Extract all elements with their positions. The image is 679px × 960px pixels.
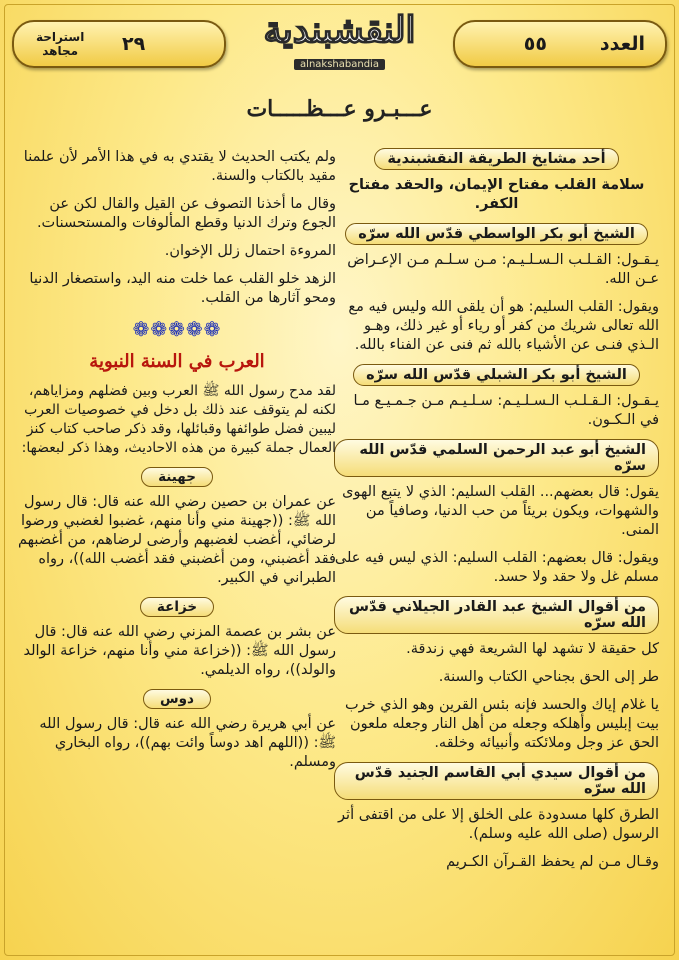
magazine-logo <box>232 8 447 72</box>
paragraph: ويقول: القلب السليم: هو أن يلقى الله وليس فيه مع الله تعالى شريك من كفر أو رياء أو غير ذلك، وهـو الـذي فنـى عن الأشياء بالله ثم فنى عن الفناء بالله. <box>348 299 659 353</box>
section-line-2: مجاهد <box>42 44 79 58</box>
tribe-heading-daws: دوس <box>143 689 211 709</box>
section-label <box>36 30 84 58</box>
paragraph: يـقـول: القـلـب الـسـلـيـم: مـن سـلـم مـن الإعـراض عـن الله. <box>347 252 659 287</box>
hadith-section-title: العرب في السنة النبوية <box>89 351 265 372</box>
tribe-text: عن عمران بن حصين رضي الله عنه قال: قال رسول الله ﷺ: ((جهينة مني وأنا منهم، غضبوا لغضبي ورضوا لرضائي، أغضب لغضبهم وأرضى لرضاهم، من أغضبهم فقد أغضبني، ومن أغضبني فقد أغضب الله))، رواه الطبراني في الكبير. <box>18 494 336 586</box>
section-heading-shibli: الشيخ أبو بكر الشبلي قدّس الله سرّه <box>353 364 640 386</box>
paragraph: ويقول: قال بعضهم: القلب السليم: الذي ليس فيه على مسلم غل ولا حقد ولا حسد. <box>334 550 659 585</box>
paragraph: وقال ما أخذنا التصوف عن القيل والقال لكن عن الجوع وترك الدنيا وقطع المألوفات والمستحسنات. <box>36 196 336 231</box>
tribe-heading-khuzaa: خزاعة <box>140 597 214 617</box>
ornament-divider: ❁❁❁❁❁ <box>132 317 222 341</box>
section-line-1: استراحة <box>36 30 85 44</box>
tribe-text: عن أبي هريرة رضي الله عنه قال: قال رسول الله ﷺ: ((اللهم اهد دوساً وائت بهم))، رواه البخاري ومسلم. <box>39 716 336 770</box>
paragraph: وقـال مـن لم يحفظ القـرآن الكـريم <box>446 854 659 870</box>
paragraph: كل حقيقة لا تشهد لها الشريعة فهي زندقة. <box>406 641 659 657</box>
section-heading-wasiti: الشيخ أبو بكر الواسطي قدّس الله سرّه <box>345 223 648 245</box>
tribe-text: عن بشر بن عصمة المزني رضي الله عنه قال: قال رسول الله ﷺ: ((خزاعة مني وأنا منهم، خزاعة الوالد والولد))، رواه الديلمي. <box>23 624 336 678</box>
issue-number: ٥٥ <box>523 33 547 55</box>
logo-latin: alnakshabandia <box>294 59 385 70</box>
page-number: ٢٩ <box>122 33 146 55</box>
paragraph: يـقـول: الـقـلـب الـسـلـيـم: سـلـيـم مـن جـمـيـع مـا في الـكـون. <box>353 393 659 428</box>
intro-pill: أحد مشايخ الطريقة النقشبندية <box>374 148 618 170</box>
issue-pill <box>453 20 667 68</box>
hadith-intro: لقد مدح رسول الله ﷺ العرب وبين فضلهم ومزاياهم، لكنه لم يتوقف عند ذلك بل دخل في خصوصيات العرب ليبين فضل طوائفها وقبائلها، وقد ذكر صاحب كتاب كنز العمال جملة كبيرة من هذه الاحاديث، وهذا ذكر لبعضها: <box>21 383 336 456</box>
page-number-pill <box>12 20 226 68</box>
paragraph: الطرق كلها مسدودة على الخلق إلا على من اقتفى أثر الرسول (صلى الله عليه وسلم). <box>338 807 659 842</box>
paragraph: يقول: قال بعضهم... القلب السليم: الذي لا يتبع الهوى والشهوات، ويكون بريئاً من حب الدنيا، وصافياً من المنى. <box>342 484 659 538</box>
page-title: عـــبـرو عـــظـــــات <box>246 96 433 122</box>
intro-text: سلامة القلب مفتاح الإيمان، والحقد مفتاح الكفر. <box>348 177 645 212</box>
section-heading-junayd: من أقوال سيدي أبي القاسم الجنيد قدّس الله سرّه <box>334 762 659 800</box>
right-column <box>334 148 659 881</box>
logo-text: النقشبندية <box>263 9 416 51</box>
paragraph: ولم يكتب الحديث لا يقتدي به في هذا الأمر لأن علمنا مقيد بالكتاب والسنة. <box>23 149 336 184</box>
tribe-heading-juhayna: جهينة <box>141 467 213 487</box>
section-heading-jilani: من أقوال الشيخ عبد القادر الجيلاني قدّس الله سرّه <box>334 596 659 634</box>
paragraph: يا غلام إياك والحسد فإنه بئس القرين وهو الذي خرب بيت إبليس وأهلكه وجعله من أهل النار وجعله ملعون الحق عز وجل وملائكته وأنبيائه وخلقه. <box>344 697 659 751</box>
left-column <box>18 148 336 781</box>
paragraph: الزهد خلو القلب عما خلت منه اليد، واستصغار الدنيا ومحو آثارها من القلب. <box>29 271 336 306</box>
section-heading-sulami: الشيخ أبو عبد الرحمن السلمي قدّس الله سرّه <box>334 439 659 477</box>
issue-label: العدد <box>599 33 645 55</box>
paragraph: طر إلى الحق بجناحي الكتاب والسنة. <box>438 669 659 685</box>
paragraph: المروءة احتمال زلل الإخوان. <box>164 243 336 259</box>
